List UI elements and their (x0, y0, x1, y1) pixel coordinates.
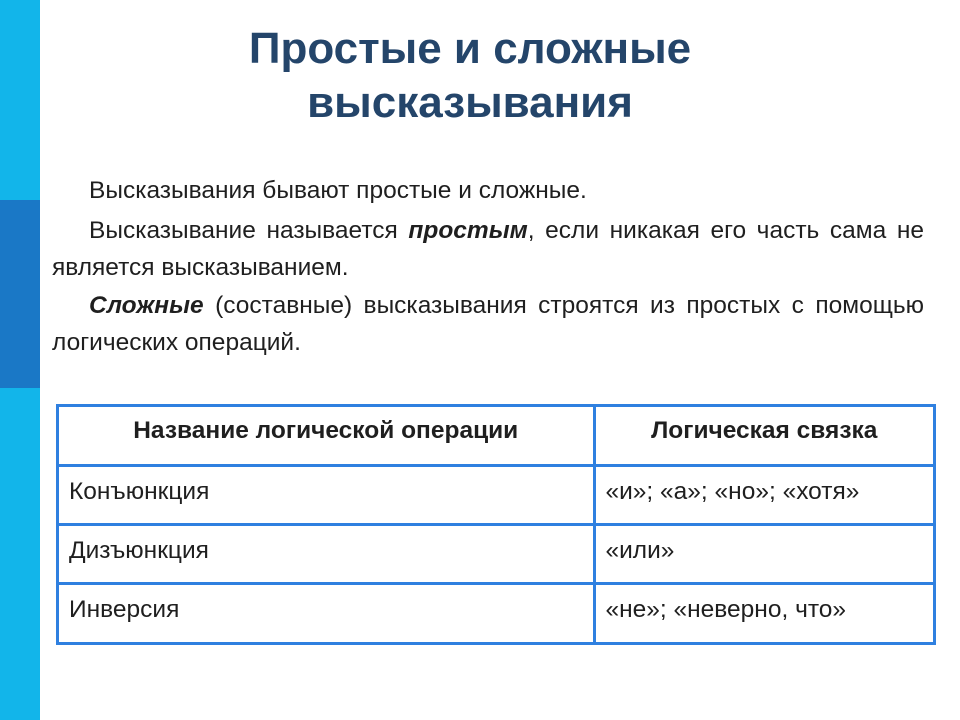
paragraph-2-text-start: Высказывание называется (89, 217, 409, 244)
table-row (59, 524, 933, 583)
term-complex: Сложные (89, 292, 204, 319)
table-row (59, 583, 933, 642)
operation-name-cell: Конъюнкция (59, 465, 594, 524)
operation-name-cell: Инверсия (59, 583, 594, 642)
operations-table (56, 404, 936, 645)
sidebar-accent (0, 200, 40, 388)
slide-title (150, 22, 790, 130)
paragraph-1 (52, 172, 924, 209)
connective-cell: «и»; «а»; «но»; «хотя» (594, 465, 933, 524)
header-operation-name: Название логической операции (59, 407, 594, 465)
connective-cell: «не»; «неверно, что» (594, 583, 933, 642)
operation-name-cell: Дизъюнкция (59, 524, 594, 583)
table-header-row (59, 407, 933, 465)
paragraph-1-text: Высказывания бывают простые и сложные. (89, 177, 587, 204)
term-simple: простым (408, 217, 528, 244)
paragraph-2-text-end: , если никакая его часть сама не является высказыванием. (52, 217, 924, 281)
title-line-2: высказывания (307, 78, 633, 127)
connective-cell: «или» (594, 524, 933, 583)
header-connective: Логическая связка (594, 407, 933, 465)
paragraph-3-text: (составные) высказывания строятся из простых с помощью логических операций. (52, 292, 924, 356)
paragraph-3 (52, 287, 924, 361)
title-line-1: Простые и сложные (248, 24, 692, 73)
paragraph-2 (52, 212, 924, 286)
table-row (59, 465, 933, 524)
